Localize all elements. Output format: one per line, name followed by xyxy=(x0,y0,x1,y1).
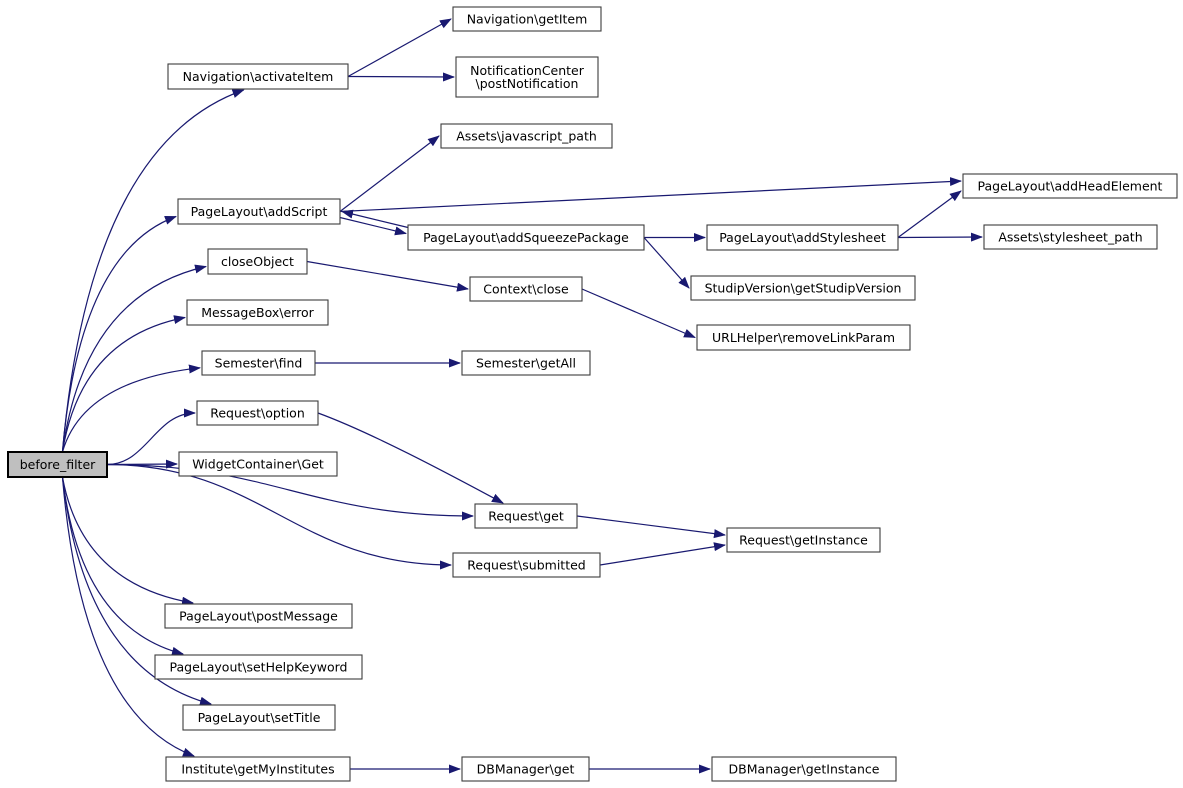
node-sty[interactable] xyxy=(707,225,898,250)
node-label: Navigation\activateItem xyxy=(182,68,334,84)
node-rget[interactable] xyxy=(475,504,577,528)
node-label: PageLayout\setTitle xyxy=(197,709,321,725)
node-label: Assets\stylesheet_path xyxy=(998,229,1143,245)
node-label: Context\close xyxy=(483,281,569,297)
node-label: Institute\getMyInstitutes xyxy=(181,761,335,777)
node-label: \postNotification xyxy=(475,75,579,91)
edge-scr-ajs xyxy=(340,136,439,212)
node-bf xyxy=(8,452,107,477)
node-ctx[interactable] xyxy=(470,277,582,301)
node-head[interactable] xyxy=(963,174,1177,198)
node-label: PageLayout\addHeadElement xyxy=(977,178,1163,194)
node-dbinst[interactable] xyxy=(712,757,896,781)
node-label: PageLayout\addScript xyxy=(190,203,328,219)
node-acss[interactable] xyxy=(984,225,1157,249)
edge-bf-pmsg xyxy=(62,477,193,603)
node-pmsg[interactable] xyxy=(165,604,352,628)
node-help[interactable] xyxy=(155,655,362,679)
node-inst[interactable] xyxy=(166,757,350,781)
edge-bf-rsub xyxy=(107,465,451,566)
node-wget[interactable] xyxy=(179,452,337,476)
node-label: MessageBox\error xyxy=(201,304,314,320)
node-notif[interactable] xyxy=(456,57,598,97)
edge-scr-sqz xyxy=(340,218,406,234)
node-url[interactable] xyxy=(697,325,910,350)
node-err[interactable] xyxy=(187,300,328,325)
node-label: DBManager\get xyxy=(476,761,575,777)
edge-rsub-rinst xyxy=(600,545,725,565)
node-label: PageLayout\addSqueezePackage xyxy=(423,229,629,245)
edge-bf-clo xyxy=(62,267,206,453)
node-label: PageLayout\postMessage xyxy=(179,608,338,624)
edge-navact-navget xyxy=(348,19,451,77)
node-dbget[interactable] xyxy=(462,757,589,781)
node-label: WidgetContainer\Get xyxy=(192,456,324,472)
node-rinst[interactable] xyxy=(727,528,880,552)
edge-sty-acss xyxy=(898,237,982,238)
edge-sqz-scr xyxy=(342,212,408,228)
edge-sqz-ver xyxy=(644,238,689,289)
node-find[interactable] xyxy=(202,351,315,375)
edge-scr-head xyxy=(340,181,961,212)
node-label: closeObject xyxy=(221,253,294,269)
edge-rget-rinst xyxy=(577,516,725,535)
node-label: PageLayout\addStylesheet xyxy=(719,229,886,245)
node-label: Request\get xyxy=(488,508,564,524)
node-title[interactable] xyxy=(183,705,335,730)
node-label: Request\getInstance xyxy=(739,532,868,548)
node-navget[interactable] xyxy=(453,7,601,31)
node-clo[interactable] xyxy=(208,249,307,274)
node-label: before_filter xyxy=(19,456,96,472)
edge-bf-find xyxy=(62,368,200,452)
node-label: DBManager\getInstance xyxy=(728,761,880,777)
node-label: PageLayout\setHelpKeyword xyxy=(169,659,348,675)
node-label: NotificationCenter xyxy=(470,62,584,78)
edge-clo-ctx xyxy=(307,262,468,290)
node-navact[interactable] xyxy=(168,64,348,89)
node-label: URLHelper\removeLinkParam xyxy=(711,329,896,345)
node-label: StudipVersion\getStudipVersion xyxy=(704,280,902,296)
node-opt[interactable] xyxy=(197,401,318,425)
node-scr[interactable] xyxy=(178,199,340,224)
node-label: Request\submitted xyxy=(467,557,586,573)
edge-ctx-url xyxy=(582,289,695,338)
node-label: Semester\getAll xyxy=(476,355,576,371)
node-label: Request\option xyxy=(210,405,305,421)
node-label: Navigation\getItem xyxy=(466,11,588,27)
node-label: Assets\javascript_path xyxy=(456,128,597,144)
edge-navact-notif xyxy=(348,77,454,78)
edge-sty-head xyxy=(898,191,961,238)
node-rsub[interactable] xyxy=(453,553,600,577)
edge-opt-rget xyxy=(318,413,503,503)
node-ajs[interactable] xyxy=(441,124,612,148)
edge-bf-err xyxy=(62,318,185,453)
node-getall[interactable] xyxy=(462,351,590,375)
node-label: Semester\find xyxy=(214,355,303,371)
node-ver[interactable] xyxy=(691,276,915,300)
node-sqz[interactable] xyxy=(408,225,644,250)
